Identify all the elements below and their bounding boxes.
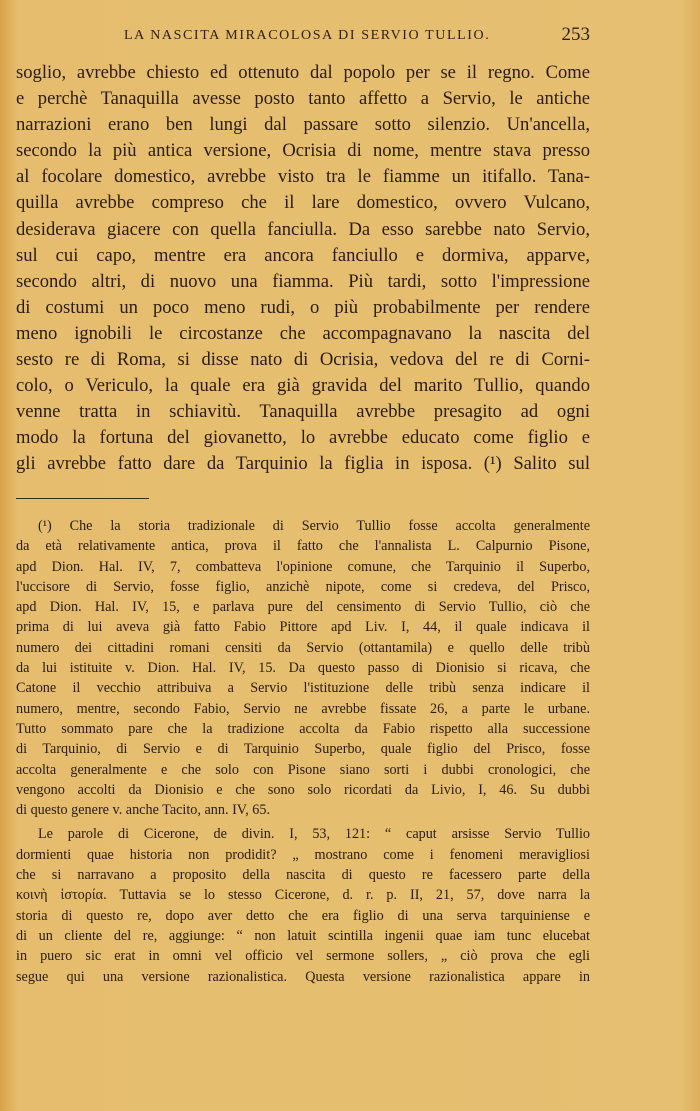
text-line: meno ignobili le circostanze che accompagnavano la nascita del — [16, 322, 590, 344]
footnote-line: di Tarquinio, di Servio e di Tarquinio Superbo, quale figlio del Prisco, fosse — [16, 741, 590, 758]
text-line: sesto re di Roma, si disse nato di Ocrisia, vedova del re di Corni- — [16, 349, 590, 371]
footnote-line: che si narravano a proposito della nascita di questo re facessero parte della — [16, 867, 590, 884]
footnote-line: in puero sic erat in omni vel officio vel sermone sollers, „ ciò prova che egli — [16, 948, 590, 965]
footnote-line: vengono accolti da Dionisio e che sono solo ricordati da Livio, I, 46. Su dubbi — [16, 781, 590, 798]
text-line: modo la fortuna del giovanetto, lo avrebbe educato come figlio e — [16, 427, 590, 449]
text-line: e perchè Tanaquilla avesse posto tanto affetto a Servio, le antiche — [16, 88, 590, 110]
footnote-line: Tutto sommato pare che la tradizione accolta da Fabio rispetto alla successione — [16, 720, 590, 737]
footnote-line: apd Dion. Hal. IV, 7, combatteva l'opinione comune, che Tarquinio il Superbo, — [16, 558, 590, 575]
footnote-line: κοινὴ ἱστορία. Tuttavia se lo stesso Cicerone, d. r. p. II, 21, 57, dove narra la — [16, 887, 590, 904]
footnote-line: numero dei cittadini romani censiti da Servio (ottantamila) e quello delle tribù — [16, 639, 590, 656]
footnote-line: accolta generalmente e che solo con Pisone siano sorti i dubbi cronologici, che — [16, 761, 590, 778]
footnote-line: prima di lui aveva già fatto Fabio Pittore apd Liv. I, 44, il quale indicava il — [16, 619, 590, 636]
footnote-separator — [16, 498, 149, 499]
text-line: gli avrebbe fatto dare da Tarquinio la figlia in isposa. (¹) Salito sul — [16, 453, 590, 475]
text-line: al focolare domestico, avrebbe visto tra le fiamme un itifallo. Tana- — [16, 166, 590, 188]
footnote-line: Catone il vecchio attribuiva a Servio l'istituzione delle tribù senza indicare il — [16, 680, 590, 697]
footnote-line: l'uccisore di Servio, fosse figlio, anzichè nipote, come si credeva, del Prisco, — [16, 578, 590, 595]
page-header — [16, 24, 590, 50]
footnote-line: (¹) Che la storia tradizionale di Servio Tullio fosse accolta generalmente — [38, 518, 590, 534]
footnote-line: di un cliente del re, aggiunge: “ non latuit scintilla ingenii quae iam tunc elucebat — [16, 927, 590, 944]
text-line: sul cui capo, mentre era ancora fanciullo e dormiva, apparve, — [16, 244, 590, 266]
text-line: narrazioni erano ben lungi dal passare sotto silenzio. Un'ancella, — [16, 114, 590, 136]
running-title: LA NASCITA MIRACOLOSA DI SERVIO TULLIO. — [124, 28, 491, 43]
footnote-line: segue qui una versione razionalistica. Questa versione razionalistica appare in — [16, 968, 590, 985]
text-line: di costumi un poco meno rudi, o più probabilmente per rendere — [16, 296, 590, 318]
footnote-line: dormienti quae historia non prodidit? „ mostrano come i fenomeni meravigliosi — [16, 846, 590, 863]
main-text — [16, 60, 590, 478]
footnote-line: Le parole di Cicerone, de divin. I, 53, 121: “ caput arsisse Servio Tullio — [38, 826, 590, 843]
text-line: secondo altri, di nuovo una fiamma. Più tardi, sotto l'impressione — [16, 270, 590, 292]
text-line: quilla avrebbe compreso che il lare domestico, ovvero Vulcano, — [16, 192, 590, 214]
footnote-line: storia di questo re, dopo aver detto che era figlio di una serva tarquiniense e — [16, 907, 590, 924]
footnote-line: da età relativamente antica, prova il fatto che l'annalista L. Calpurnio Pisone, — [16, 538, 590, 555]
footnote-line: apd Dion. Hal. IV, 15, e parlava pure del censimento di Servio Tullio, ciò che — [16, 599, 590, 616]
footnote-line: da lui istituite v. Dion. Hal. IV, 15. Da questo passo di Dionisio si ricava, che — [16, 660, 590, 677]
footnotes — [16, 516, 590, 987]
text-line: colo, o Vericulo, la quale era già gravida del marito Tullio, quando — [16, 375, 590, 397]
footnote-line: numero, mentre, secondo Fabio, Servio ne avrebbe fissate 26, a parte le urbane. — [16, 700, 590, 717]
text-line: secondo la più antica versione, Ocrisia di nome, mentre stava presso — [16, 140, 590, 162]
text-line: venne tratta in schiavitù. Tanaquilla avrebbe presagito ad ogni — [16, 401, 590, 423]
footnote-line: di questo genere v. anche Tacito, ann. IV, 65. — [16, 802, 271, 819]
page-number: 253 — [561, 24, 590, 45]
text-line: soglio, avrebbe chiesto ed ottenuto dal popolo per se il regno. Come — [16, 62, 590, 83]
text-line: desiderava giacere con quella fanciulla. Da esso sarebbe nato Servio, — [16, 218, 590, 240]
